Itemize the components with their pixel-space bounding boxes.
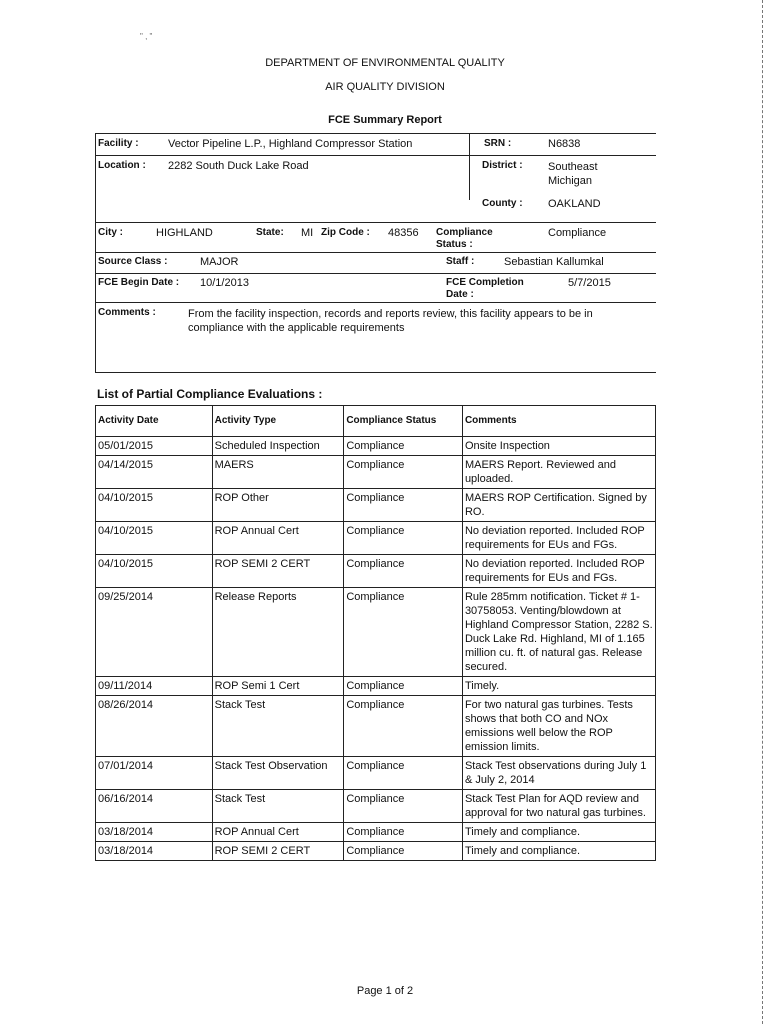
pce-table bbox=[95, 405, 656, 861]
compliance-status-cell: Compliance bbox=[344, 790, 463, 823]
city-row bbox=[96, 223, 656, 253]
scan-edge bbox=[762, 0, 764, 1024]
table-row bbox=[96, 677, 656, 696]
compliance-status-cell: Compliance bbox=[344, 823, 463, 842]
completion-date-label: FCE Completion Date : bbox=[446, 277, 524, 300]
table-row bbox=[96, 588, 656, 677]
staff-value: Sebastian Kallumkal bbox=[504, 256, 604, 268]
comments-label: Comments : bbox=[98, 307, 156, 318]
comments-cell: MAERS ROP Certification. Signed by RO. bbox=[462, 489, 655, 522]
table-row bbox=[96, 790, 656, 823]
table-row bbox=[96, 823, 656, 842]
comments-cell: No deviation reported. Included ROP requirements for EUs and FGs. bbox=[462, 555, 655, 588]
facility-row bbox=[96, 134, 656, 156]
report-title: FCE Summary Report bbox=[328, 114, 442, 126]
activity-date-cell: 07/01/2014 bbox=[96, 757, 213, 790]
activity-date-cell: 04/10/2015 bbox=[96, 522, 213, 555]
activity-date-cell: 09/25/2014 bbox=[96, 588, 213, 677]
compliance-status-cell: Compliance bbox=[344, 757, 463, 790]
activity-date-cell: 04/10/2015 bbox=[96, 489, 213, 522]
activity-type-cell: ROP Annual Cert bbox=[212, 823, 344, 842]
compliance-status-cell: Compliance bbox=[344, 677, 463, 696]
comments-value: From the facility inspection, records and reports review, this facility appears to be in compliance with the applicable requirements bbox=[188, 308, 593, 334]
comments-cell: Timely. bbox=[462, 677, 655, 696]
source-class-row bbox=[96, 253, 656, 274]
column-header: Activity Date bbox=[96, 406, 213, 437]
activity-type-cell: ROP Annual Cert bbox=[212, 522, 344, 555]
table-header-row bbox=[96, 406, 656, 437]
county-value: OAKLAND bbox=[548, 198, 601, 210]
zip-value: 48356 bbox=[388, 227, 419, 239]
comments-cell: Rule 285mm notification. Ticket # 1-30758053. Venting/blowdown at Highland Compressor Station, 2282 S. Duck Lake Rd. Highland, MI of 1.165 million cu. ft. of natural gas. Release secured. bbox=[462, 588, 655, 677]
location-label: Location : bbox=[98, 160, 146, 171]
city-value: HIGHLAND bbox=[156, 227, 213, 239]
comments-cell: No deviation reported. Included ROP requirements for EUs and FGs. bbox=[462, 522, 655, 555]
table-row bbox=[96, 842, 656, 861]
location-value: 2282 South Duck Lake Road bbox=[168, 160, 309, 172]
staff-label: Staff : bbox=[446, 256, 475, 267]
facility-value: Vector Pipeline L.P., Highland Compressor Station bbox=[168, 138, 413, 150]
table-row bbox=[96, 522, 656, 555]
division-title: AIR QUALITY DIVISION bbox=[325, 81, 445, 93]
scan-specks: " , " bbox=[140, 32, 153, 41]
activity-type-cell: ROP SEMI 2 CERT bbox=[212, 842, 344, 861]
city-label: City : bbox=[98, 227, 123, 238]
department-title: DEPARTMENT OF ENVIRONMENTAL QUALITY bbox=[265, 57, 505, 69]
table-row bbox=[96, 437, 656, 456]
compliance-status-cell: Compliance bbox=[344, 588, 463, 677]
activity-date-cell: 09/11/2014 bbox=[96, 677, 213, 696]
source-class-value: MAJOR bbox=[200, 256, 239, 268]
dates-row bbox=[96, 274, 656, 303]
comments-cell: Stack Test Plan for AQD review and approval for two natural gas turbines. bbox=[462, 790, 655, 823]
column-header: Comments bbox=[462, 406, 655, 437]
activity-type-cell: Scheduled Inspection bbox=[212, 437, 344, 456]
state-label: State: bbox=[256, 227, 284, 238]
column-header: Compliance Status bbox=[344, 406, 463, 437]
table-row bbox=[96, 757, 656, 790]
begin-date-value: 10/1/2013 bbox=[200, 277, 249, 289]
county-label: County : bbox=[482, 198, 523, 209]
activity-type-cell: Stack Test bbox=[212, 696, 344, 757]
comments-cell: Stack Test observations during July 1 & July 2, 2014 bbox=[462, 757, 655, 790]
srn-value: N6838 bbox=[548, 138, 581, 150]
completion-date-value: 5/7/2015 bbox=[568, 277, 611, 289]
activity-date-cell: 08/26/2014 bbox=[96, 696, 213, 757]
activity-type-cell: ROP Semi 1 Cert bbox=[212, 677, 344, 696]
pce-list-title: List of Partial Compliance Evaluations : bbox=[97, 387, 323, 401]
activity-date-cell: 06/16/2014 bbox=[96, 790, 213, 823]
compliance-status-cell: Compliance bbox=[344, 842, 463, 861]
comments-row bbox=[96, 303, 656, 371]
compliance-status-value: Compliance bbox=[548, 227, 607, 239]
activity-type-cell: Stack Test bbox=[212, 790, 344, 823]
compliance-status-label: Compliance Status : bbox=[436, 227, 493, 250]
table-row bbox=[96, 555, 656, 588]
compliance-status-cell: Compliance bbox=[344, 696, 463, 757]
zip-label: Zip Code : bbox=[321, 227, 370, 238]
location-row bbox=[96, 156, 656, 223]
facility-label: Facility : bbox=[98, 138, 139, 149]
activity-type-cell: ROP SEMI 2 CERT bbox=[212, 555, 344, 588]
compliance-status-cell: Compliance bbox=[344, 437, 463, 456]
pce-table-body bbox=[96, 437, 656, 861]
activity-date-cell: 04/14/2015 bbox=[96, 456, 213, 489]
table-row bbox=[96, 489, 656, 522]
activity-type-cell: MAERS bbox=[212, 456, 344, 489]
activity-type-cell: Release Reports bbox=[212, 588, 344, 677]
begin-date-label: FCE Begin Date : bbox=[98, 277, 180, 288]
comments-cell: Timely and compliance. bbox=[462, 823, 655, 842]
compliance-status-cell: Compliance bbox=[344, 489, 463, 522]
activity-date-cell: 03/18/2014 bbox=[96, 823, 213, 842]
source-class-label: Source Class : bbox=[98, 256, 168, 267]
table-row bbox=[96, 456, 656, 489]
page-number: Page 1 of 2 bbox=[356, 985, 414, 997]
summary-box bbox=[95, 133, 656, 373]
compliance-status-cell: Compliance bbox=[344, 522, 463, 555]
comments-cell: Onsite Inspection bbox=[462, 437, 655, 456]
district-label: District : bbox=[482, 160, 523, 171]
compliance-status-cell: Compliance bbox=[344, 555, 463, 588]
srn-label: SRN : bbox=[484, 138, 512, 149]
district-value: Southeast Michigan bbox=[548, 161, 598, 187]
compliance-status-cell: Compliance bbox=[344, 456, 463, 489]
activity-type-cell: Stack Test Observation bbox=[212, 757, 344, 790]
comments-cell: For two natural gas turbines. Tests shows that both CO and NOx emissions well below the ROP emission limits. bbox=[462, 696, 655, 757]
activity-date-cell: 03/18/2014 bbox=[96, 842, 213, 861]
comments-cell: Timely and compliance. bbox=[462, 842, 655, 861]
activity-date-cell: 05/01/2015 bbox=[96, 437, 213, 456]
state-value: MI bbox=[301, 227, 314, 239]
table-row bbox=[96, 696, 656, 757]
comments-cell: MAERS Report. Reviewed and uploaded. bbox=[462, 456, 655, 489]
activity-type-cell: ROP Other bbox=[212, 489, 344, 522]
activity-date-cell: 04/10/2015 bbox=[96, 555, 213, 588]
column-header: Activity Type bbox=[212, 406, 344, 437]
